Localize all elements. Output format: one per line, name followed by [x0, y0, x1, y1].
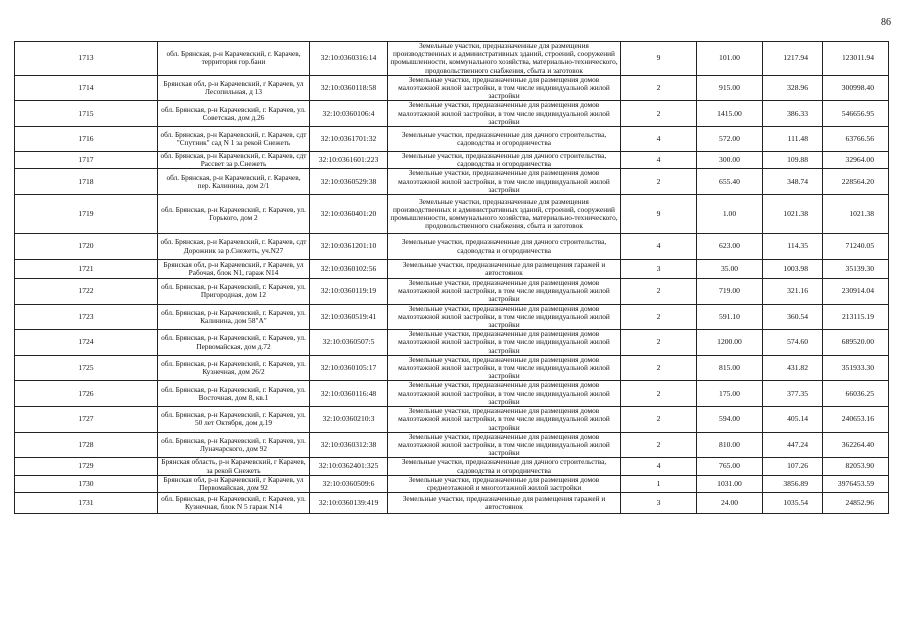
row-group: 4: [621, 152, 697, 169]
table-row: [15, 75, 889, 101]
table-row: [15, 101, 889, 127]
row-cadastral-value: 82053.90: [823, 458, 889, 475]
row-cadastral-value: 351933.30: [823, 355, 889, 381]
row-land-purpose: Земельные участки, предназначенные для размещения домов малоэтажной жилой застройки, в том числе индивидуальной жилой застройки: [388, 381, 621, 407]
row-cadastral-number: 32:10:0361201:10: [310, 234, 388, 260]
table-row: [15, 407, 889, 433]
row-number: 1730: [15, 475, 158, 492]
row-cadastral-number: 32:10:0360105:17: [310, 355, 388, 381]
row-address: обл. Брянская, р-н Карачевский, г. Карачев, сдт Дорожник за р.Снежеть, уч.N27: [158, 234, 310, 260]
row-group: 1: [621, 475, 697, 492]
row-rate: 3856.89: [763, 475, 823, 492]
row-address: обл. Брянская, р-н Карачевский, г. Карачев, ул. Первомайская, дом д.72: [158, 330, 310, 356]
table-row: [15, 458, 889, 475]
row-area: 591.10: [697, 304, 763, 330]
row-address: Брянская область, р-н Карачевский, г Карачев, за рекой Снежеть: [158, 458, 310, 475]
row-cadastral-number: 32:10:0360316:14: [310, 42, 388, 76]
row-land-purpose: Земельные участки, предназначенные для размещения домов среднеэтажной и многоэтажной жилой застройки: [388, 475, 621, 492]
row-cadastral-value: 123011.94: [823, 42, 889, 76]
row-rate: 360.54: [763, 304, 823, 330]
row-cadastral-number: 32:10:0360509:6: [310, 475, 388, 492]
row-area: 765.00: [697, 458, 763, 475]
row-cadastral-number: 32:10:0360401:20: [310, 195, 388, 234]
row-cadastral-value: 1021.38: [823, 195, 889, 234]
row-rate: 107.26: [763, 458, 823, 475]
row-rate: 328.96: [763, 75, 823, 101]
row-group: 2: [621, 330, 697, 356]
row-number: 1723: [15, 304, 158, 330]
row-cadastral-number: 32:10:0360519:41: [310, 304, 388, 330]
row-cadastral-value: 71240.05: [823, 234, 889, 260]
row-group: 9: [621, 195, 697, 234]
row-number: 1729: [15, 458, 158, 475]
table-row: [15, 381, 889, 407]
table-row: [15, 260, 889, 279]
table-body: [15, 42, 889, 514]
row-group: 4: [621, 234, 697, 260]
row-rate: 1217.94: [763, 42, 823, 76]
table-row: [15, 475, 889, 492]
row-area: 175.00: [697, 381, 763, 407]
row-rate: 1021.38: [763, 195, 823, 234]
row-address: Брянская обл, р-н Карачевский, г Карачев, ул Первомайская, дом 92: [158, 475, 310, 492]
row-group: 3: [621, 493, 697, 514]
row-land-purpose: Земельные участки, предназначенные для размещения гаражей и автостоянок: [388, 493, 621, 514]
row-rate: 377.35: [763, 381, 823, 407]
row-area: 572.00: [697, 127, 763, 152]
row-address: Брянская обл, р-н Карачевский, г Карачев, ул Лесопильная, д 13: [158, 75, 310, 101]
row-address: обл. Брянская, р-н Карачевский, г. Карачев, ул. Советская, дом д.26: [158, 101, 310, 127]
row-group: 2: [621, 304, 697, 330]
row-rate: 1003.98: [763, 260, 823, 279]
row-number: 1714: [15, 75, 158, 101]
row-address: обл. Брянская, р-н Карачевский, г. Карачев, территория гор.бани: [158, 42, 310, 76]
row-rate: 405.14: [763, 407, 823, 433]
row-address: обл. Брянская, р-н Карачевский, г. Карачев, пер. Калинина, дом 2/1: [158, 169, 310, 195]
row-number: 1718: [15, 169, 158, 195]
row-cadastral-value: 230914.04: [823, 279, 889, 305]
row-cadastral-number: 32:10:0360507:5: [310, 330, 388, 356]
row-land-purpose: Земельные участки, предназначенные для размещения домов малоэтажной жилой застройки, в том числе индивидуальной жилой застройки: [388, 432, 621, 458]
row-group: 2: [621, 75, 697, 101]
row-address: обл. Брянская, р-н Карачевский, г. Карачев, ул. Калинина, дом 58"А": [158, 304, 310, 330]
row-number: 1724: [15, 330, 158, 356]
row-cadastral-value: 362264.40: [823, 432, 889, 458]
row-group: 9: [621, 42, 697, 76]
row-cadastral-value: 240653.16: [823, 407, 889, 433]
row-cadastral-number: 32:10:0360106:4: [310, 101, 388, 127]
row-land-purpose: Земельные участки, предназначенные для размещения домов малоэтажной жилой застройки, в том числе индивидуальной жилой застройки: [388, 279, 621, 305]
row-rate: 114.35: [763, 234, 823, 260]
row-group: 2: [621, 407, 697, 433]
row-area: 35.00: [697, 260, 763, 279]
row-area: 815.00: [697, 355, 763, 381]
page-number: 86: [881, 17, 891, 28]
row-rate: 574.60: [763, 330, 823, 356]
row-cadastral-value: 66036.25: [823, 381, 889, 407]
row-cadastral-number: 32:10:0360312:38: [310, 432, 388, 458]
cadastral-value-table: [14, 41, 889, 514]
row-number: 1715: [15, 101, 158, 127]
row-rate: 386.33: [763, 101, 823, 127]
row-rate: 321.16: [763, 279, 823, 305]
row-cadastral-number: 32:10:0360210:3: [310, 407, 388, 433]
row-group: 4: [621, 458, 697, 475]
row-group: 2: [621, 432, 697, 458]
row-address: обл. Брянская, р-н Карачевский, г. Карачев, ул. Луначарского, дом 92: [158, 432, 310, 458]
row-rate: 431.82: [763, 355, 823, 381]
row-area: 300.00: [697, 152, 763, 169]
row-area: 915.00: [697, 75, 763, 101]
row-cadastral-number: 32:10:0360119:19: [310, 279, 388, 305]
row-land-purpose: Земельные участки, предназначенные для размещения домов малоэтажной жилой застройки, в том числе индивидуальной жилой застройки: [388, 101, 621, 127]
row-land-purpose: Земельные участки, предназначенные для размещения домов малоэтажной жилой застройки, в том числе индивидуальной жилой застройки: [388, 355, 621, 381]
row-land-purpose: Земельные участки, предназначенные для размещения домов малоэтажной жилой застройки, в том числе индивидуальной жилой застройки: [388, 75, 621, 101]
row-group: 3: [621, 260, 697, 279]
row-area: 810.00: [697, 432, 763, 458]
row-land-purpose: Земельные участки, предназначенные для дачного строительства, садоводства и огородничества: [388, 234, 621, 260]
row-land-purpose: Земельные участки, предназначенные для дачного строительства, садоводства и огородничества: [388, 127, 621, 152]
table-row: [15, 169, 889, 195]
row-group: 2: [621, 381, 697, 407]
table-row: [15, 279, 889, 305]
row-number: 1725: [15, 355, 158, 381]
row-group: 4: [621, 127, 697, 152]
row-address: обл. Брянская, р-н Карачевский, г. Карачев, ул. Горького, дом 2: [158, 195, 310, 234]
row-number: 1728: [15, 432, 158, 458]
row-cadastral-value: 63766.56: [823, 127, 889, 152]
row-area: 623.00: [697, 234, 763, 260]
row-rate: 111.48: [763, 127, 823, 152]
row-address: обл. Брянская, р-н Карачевский, г. Карачев, ул. Восточная, дом 8, кв.1: [158, 381, 310, 407]
row-cadastral-number: 32:10:0360118:58: [310, 75, 388, 101]
row-rate: 447.24: [763, 432, 823, 458]
row-land-purpose: Земельные участки, предназначенные для дачного строительства, садоводства и огородничества: [388, 152, 621, 169]
row-cadastral-value: 32964.00: [823, 152, 889, 169]
row-cadastral-number: 32:10:0360529:38: [310, 169, 388, 195]
row-cadastral-value: 35139.30: [823, 260, 889, 279]
row-land-purpose: Земельные участки, предназначенные для размещения производственных и административных зданий, строений, сооружений промышленности, коммунального хозяйства, материально-технического, продовольственного снабжения, сбыта и заготовок: [388, 195, 621, 234]
row-area: 1200.00: [697, 330, 763, 356]
table-row: [15, 355, 889, 381]
row-number: 1727: [15, 407, 158, 433]
row-address: Брянская обл, р-н Карачевский, г Карачев, ул Рабочая, блок N1, гараж N14: [158, 260, 310, 279]
row-rate: 1035.54: [763, 493, 823, 514]
row-cadastral-value: 24852.96: [823, 493, 889, 514]
row-land-purpose: Земельные участки, предназначенные для размещения домов малоэтажной жилой застройки, в том числе индивидуальной жилой застройки: [388, 407, 621, 433]
row-number: 1719: [15, 195, 158, 234]
table-row: [15, 493, 889, 514]
table-row: [15, 42, 889, 76]
row-address: обл. Брянская, р-н Карачевский, г. Карачев, ул. Кузнечная, дом 26/2: [158, 355, 310, 381]
row-cadastral-number: 32:10:0360102:56: [310, 260, 388, 279]
row-area: 1031.00: [697, 475, 763, 492]
table-row: [15, 127, 889, 152]
row-number: 1722: [15, 279, 158, 305]
row-cadastral-number: 32:10:0361701:32: [310, 127, 388, 152]
table-row: [15, 234, 889, 260]
row-address: обл. Брянская, р-н Карачевский, г. Карачев, ул. Кузнечная, блок N 5 гараж N14: [158, 493, 310, 514]
row-land-purpose: Земельные участки, предназначенные для дачного строительства, садоводства и огородничества: [388, 458, 621, 475]
row-area: 1415.00: [697, 101, 763, 127]
table-row: [15, 304, 889, 330]
row-number: 1716: [15, 127, 158, 152]
row-cadastral-value: 3976453.59: [823, 475, 889, 492]
row-land-purpose: Земельные участки, предназначенные для размещения домов малоэтажной жилой застройки, в том числе индивидуальной жилой застройки: [388, 304, 621, 330]
row-address: обл. Брянская, р-н Карачевский, г. Карачев, ул. Пригородная, дом 12: [158, 279, 310, 305]
row-group: 2: [621, 169, 697, 195]
row-land-purpose: Земельные участки, предназначенные для размещения домов малоэтажной жилой застройки, в том числе индивидуальной жилой застройки: [388, 169, 621, 195]
row-area: 1.00: [697, 195, 763, 234]
row-group: 2: [621, 355, 697, 381]
row-cadastral-value: 300998.40: [823, 75, 889, 101]
row-number: 1717: [15, 152, 158, 169]
row-cadastral-number: 32:10:0362401:325: [310, 458, 388, 475]
row-cadastral-number: 32:10:0360139:419: [310, 493, 388, 514]
row-number: 1726: [15, 381, 158, 407]
row-cadastral-value: 228564.20: [823, 169, 889, 195]
row-group: 2: [621, 279, 697, 305]
row-cadastral-number: 32:10:0360116:48: [310, 381, 388, 407]
table-row: [15, 152, 889, 169]
row-area: 594.00: [697, 407, 763, 433]
row-area: 24.00: [697, 493, 763, 514]
row-number: 1720: [15, 234, 158, 260]
row-number: 1713: [15, 42, 158, 76]
row-address: обл. Брянская, р-н Карачевский, г. Карачев, ул. 50 лет Октября, дом д.19: [158, 407, 310, 433]
row-number: 1731: [15, 493, 158, 514]
row-area: 719.00: [697, 279, 763, 305]
row-rate: 109.88: [763, 152, 823, 169]
row-address: обл. Брянская, р-н Карачевский, г. Карачев, сдт "Спутник" сад N 1 за рекой Снежеть: [158, 127, 310, 152]
row-cadastral-value: 213115.19: [823, 304, 889, 330]
row-area: 655.40: [697, 169, 763, 195]
row-land-purpose: Земельные участки, предназначенные для размещения домов малоэтажной жилой застройки, в том числе индивидуальной жилой застройки: [388, 330, 621, 356]
row-cadastral-value: 546656.95: [823, 101, 889, 127]
row-group: 2: [621, 101, 697, 127]
table-row: [15, 330, 889, 356]
table-row: [15, 432, 889, 458]
row-land-purpose: Земельные участки, предназначенные для размещения гаражей и автостоянок: [388, 260, 621, 279]
row-cadastral-number: 32:10:0361601:223: [310, 152, 388, 169]
row-number: 1721: [15, 260, 158, 279]
row-cadastral-value: 689520.00: [823, 330, 889, 356]
row-area: 101.00: [697, 42, 763, 76]
table-row: [15, 195, 889, 234]
row-address: обл. Брянская, р-н Карачевский, г. Карачев, сдт Рассвет за р.Снежеть: [158, 152, 310, 169]
row-land-purpose: Земельные участки, предназначенные для размещения производственных и административных зданий, строений, сооружений промышленности, коммунального хозяйства, материально-технического, продовольственного снабжения, сбыта и заготовок: [388, 42, 621, 76]
row-rate: 348.74: [763, 169, 823, 195]
